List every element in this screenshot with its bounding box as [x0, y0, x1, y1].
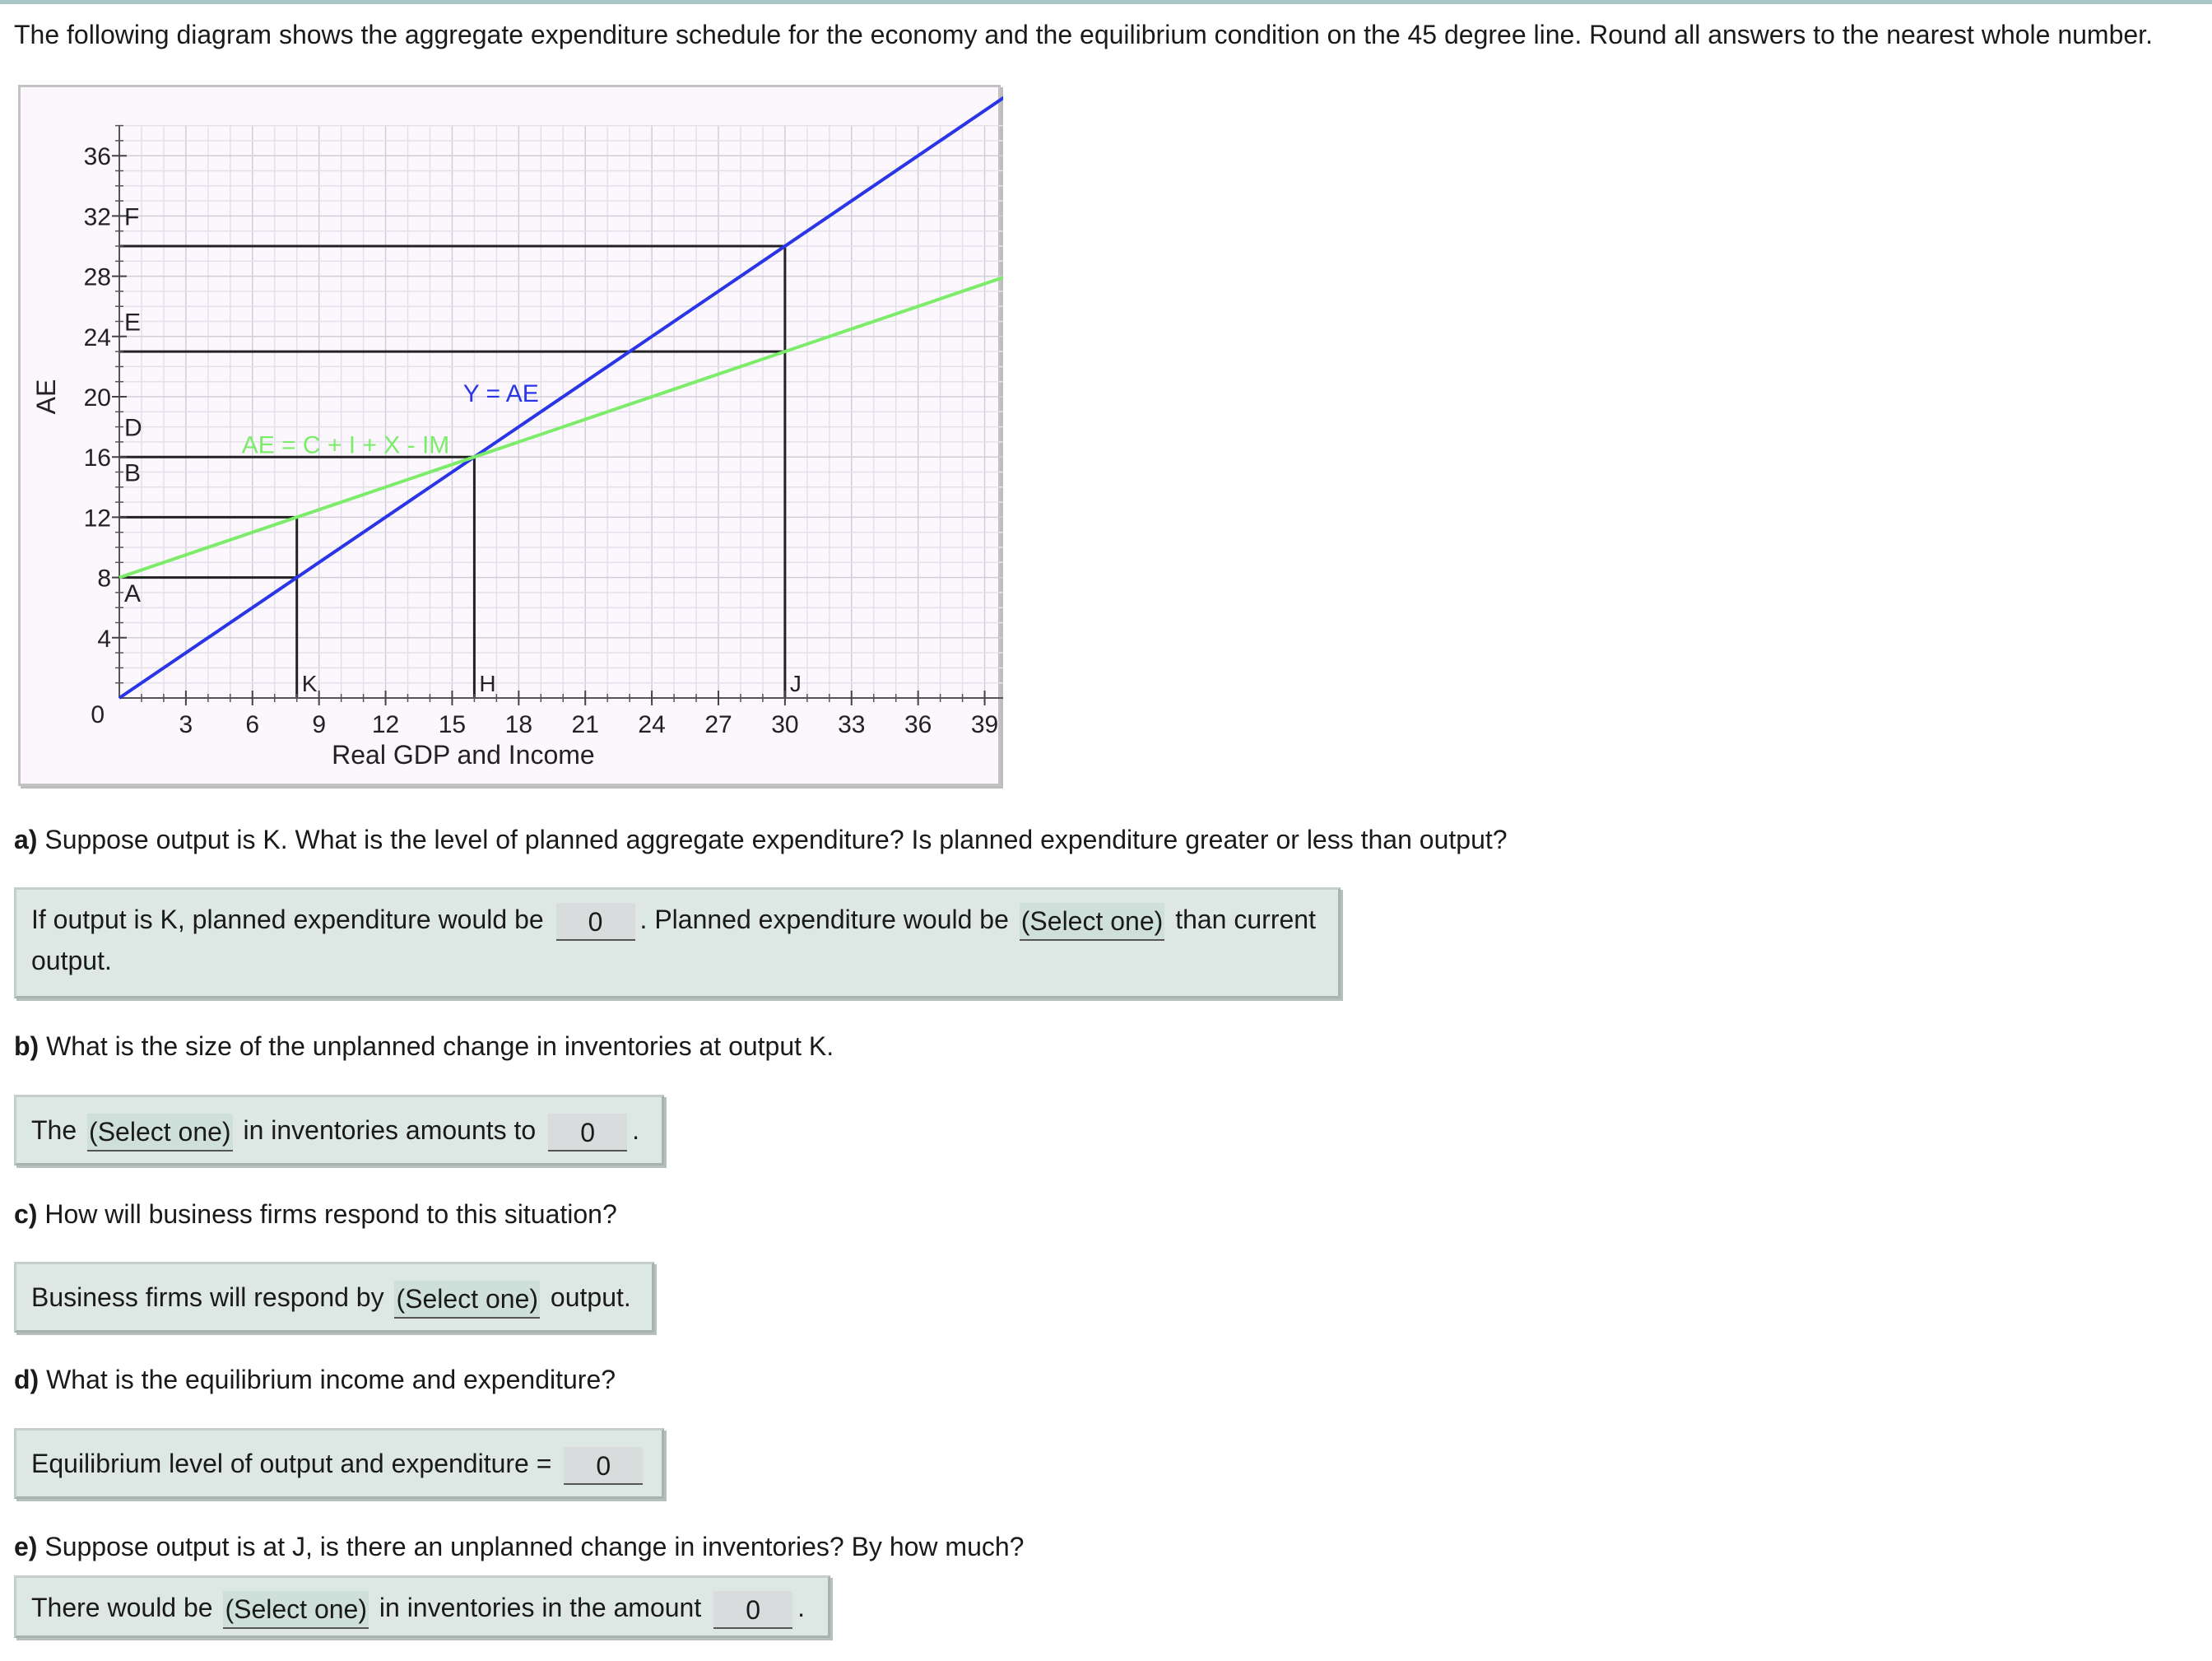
question-d-text: What is the equilibrium income and expenditure?: [39, 1365, 616, 1394]
question-e-text: Suppose output is at J, is there an unplanned change in inventories? By how much?: [37, 1532, 1025, 1561]
answer-e-mid: in inventories in the amount: [372, 1593, 709, 1622]
x-tick-label: 6: [245, 711, 260, 738]
answer-box-a: [14, 887, 1341, 998]
x-tick-label: 18: [504, 711, 533, 738]
question-c-letter: c): [14, 1199, 38, 1229]
y-tick-label: 20: [83, 384, 111, 412]
answer-a-post: than current: [1168, 905, 1316, 934]
answer-e-post: .: [797, 1593, 806, 1622]
question-c: [14, 1198, 617, 1231]
x-tick-label: 33: [838, 711, 866, 738]
planned-expenditure-input[interactable]: 0: [556, 903, 635, 941]
answer-b-post: .: [632, 1115, 639, 1145]
inventory-change-at-j-select[interactable]: (Select one): [223, 1591, 369, 1629]
question-e-letter: e): [14, 1532, 38, 1561]
answer-b-mid: in inventories amounts to: [235, 1115, 544, 1145]
intro-text: The following diagram shows the aggregate expenditure schedule for the economy and the equilibrium condition on the 45 degree line. Round all answers to the nearest whole number.: [14, 20, 2153, 49]
guide-label-h: H: [479, 671, 496, 696]
x-axis-title: Real GDP and Income: [332, 740, 595, 770]
y-marker-d: D: [124, 414, 142, 442]
question-d-letter: d): [14, 1365, 40, 1394]
x-tick-label: 21: [571, 711, 599, 738]
answer-c-pre: Business firms will respond by: [31, 1282, 392, 1312]
top-rule: [0, 0, 2212, 4]
y-tick-label: 32: [83, 203, 111, 231]
guide-label-j: J: [789, 671, 802, 696]
inventory-change-select[interactable]: (Select one): [87, 1114, 233, 1152]
y-tick-label: 28: [83, 263, 111, 291]
answer-b-pre: The: [31, 1115, 85, 1145]
x-tick-label: 15: [438, 711, 467, 738]
answer-box-c: [14, 1262, 654, 1333]
greater-less-select[interactable]: (Select one): [1020, 903, 1165, 941]
question-b: [14, 1030, 834, 1063]
label-ae-schedule: AE = C + I + X - IM: [241, 431, 450, 459]
x-tick-label: 36: [904, 711, 932, 738]
answer-a-line2: output.: [31, 946, 112, 975]
y-tick-label: 16: [83, 444, 111, 472]
equilibrium-input[interactable]: 0: [564, 1447, 643, 1485]
answer-d-pre: Equilibrium level of output and expenditure =: [31, 1449, 560, 1478]
x-tick-label: 30: [771, 711, 799, 738]
answer-a-pre: If output is K, planned expenditure would be: [31, 905, 551, 934]
y-tick-label: 24: [83, 323, 111, 351]
answer-e-pre: There would be: [31, 1593, 221, 1622]
y-marker-a: A: [124, 579, 142, 607]
answer-c-post: output.: [543, 1282, 631, 1312]
question-d: [14, 1363, 616, 1396]
chart-axes: [112, 126, 1003, 705]
x-tick-label: 3: [179, 711, 193, 738]
question-c-text: How will business firms respond to this situation?: [37, 1199, 617, 1229]
y-marker-f: F: [124, 203, 140, 231]
answer-box-d: [14, 1428, 664, 1499]
answer-box-b: [14, 1095, 664, 1165]
question-a-text: Suppose output is K. What is the level of planned aggregate expenditure? Is planned expenditure greater or less than output?: [37, 825, 1508, 854]
x-tick-label: 24: [638, 711, 666, 738]
y-tick-label: 36: [83, 143, 111, 171]
x-tick-label: 39: [970, 711, 999, 738]
y-tick-label: 4: [97, 625, 111, 653]
answer-box-e: [14, 1575, 830, 1638]
question-b-letter: b): [14, 1031, 40, 1061]
question-b-text: What is the size of the unplanned change in inventories at output K.: [39, 1031, 834, 1061]
y-axis-title: AE: [31, 379, 61, 415]
y-marker-e: E: [124, 309, 142, 337]
question-a-letter: a): [14, 825, 38, 854]
question-e: [14, 1530, 1024, 1563]
guide-label-k: K: [301, 671, 318, 696]
ae-chart: [18, 85, 1001, 786]
question-a: [14, 823, 1508, 856]
y-tick-label: 12: [83, 505, 111, 533]
x-tick-label: 9: [312, 711, 327, 738]
y-marker-b: B: [124, 459, 142, 487]
chart-grid: [119, 126, 1003, 698]
firm-response-select[interactable]: (Select one): [394, 1281, 540, 1319]
x-tick-label: 12: [371, 711, 400, 738]
x-tick-label: 27: [704, 711, 732, 738]
inventory-amount-at-j-input[interactable]: 0: [713, 1591, 792, 1629]
answer-a-mid: . Planned expenditure would be: [639, 905, 1016, 934]
origin-label: 0: [91, 701, 105, 728]
inventory-amount-input[interactable]: 0: [548, 1114, 627, 1152]
ae-chart-svg: [21, 87, 1003, 789]
label-y-eq-ae: Y = AE: [462, 380, 539, 407]
y-tick-label: 8: [97, 565, 111, 593]
